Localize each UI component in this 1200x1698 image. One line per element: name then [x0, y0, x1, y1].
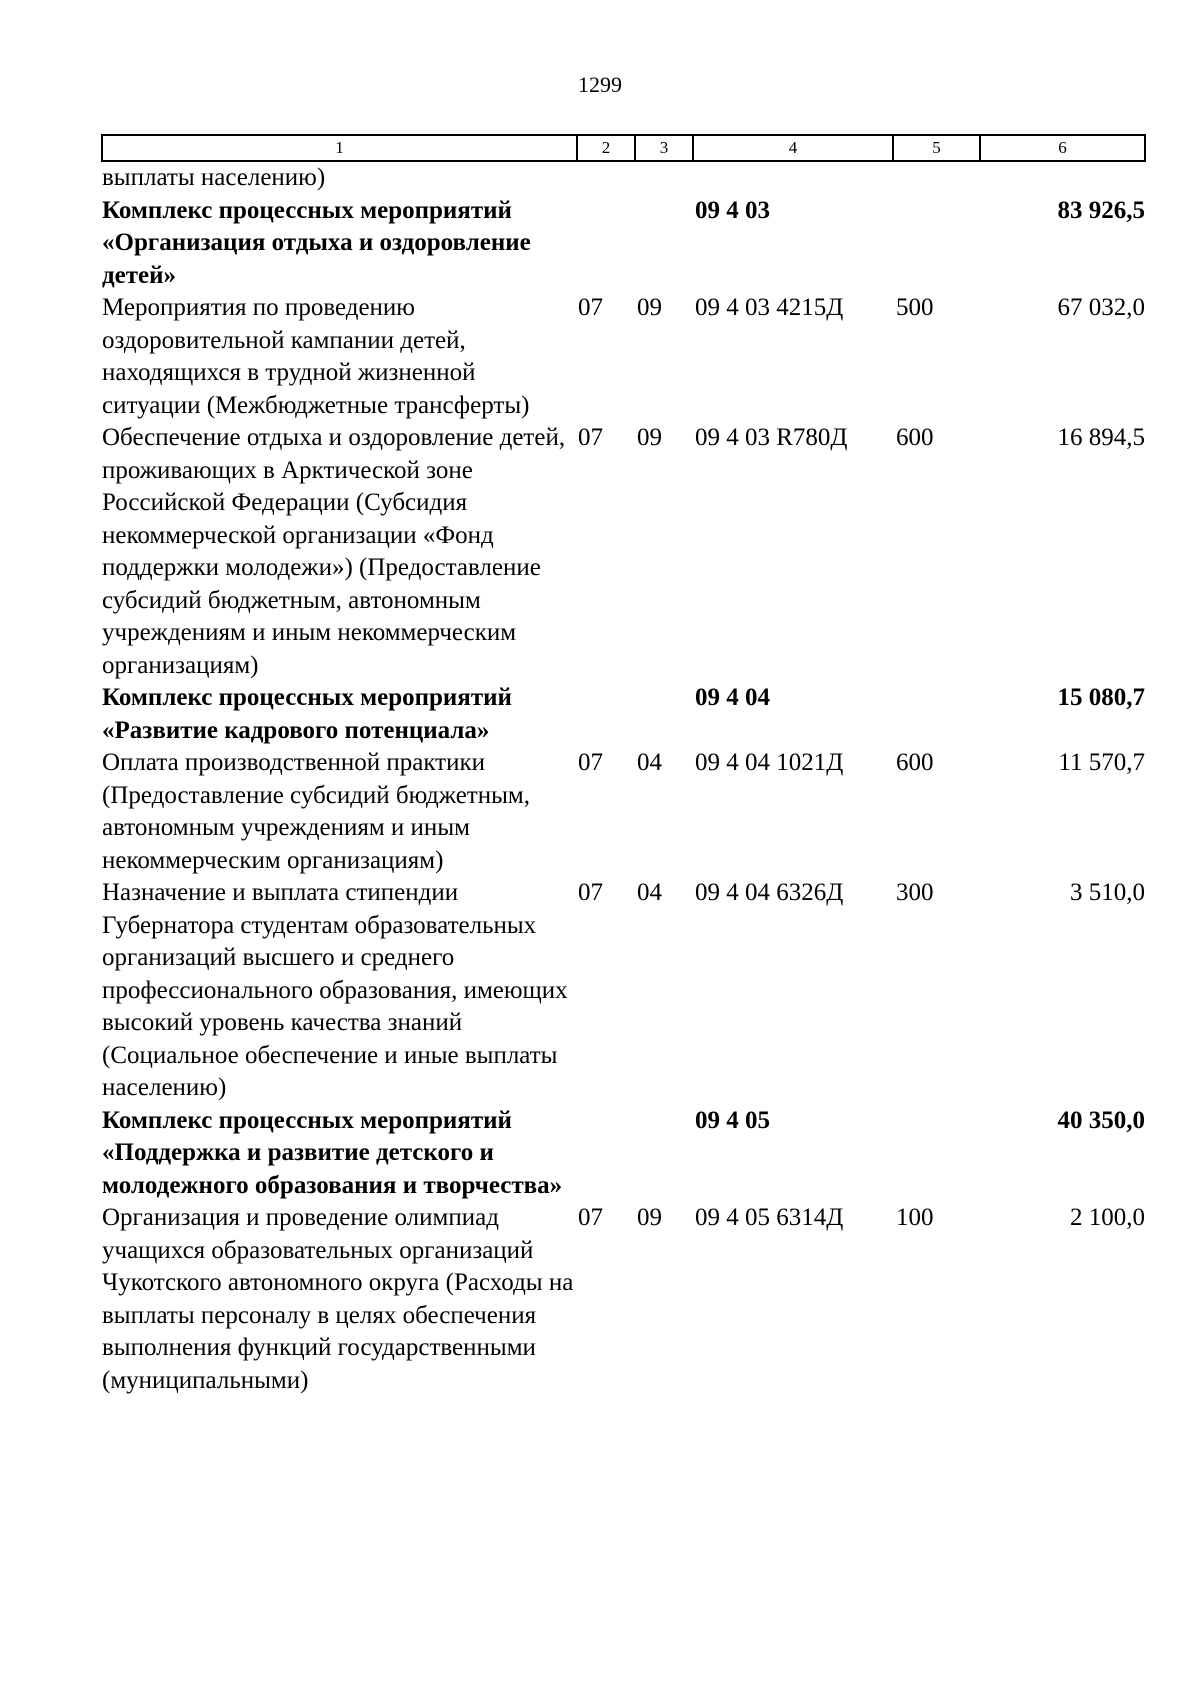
row-target-code: 09 4 03 R780Д: [695, 424, 848, 451]
table-row-group: [102, 682, 1145, 747]
row-section: [577, 682, 635, 747]
row-expense-type: [893, 161, 980, 195]
row-name: Комплекс процессных мероприятий «Поддержка и развитие детского и молодежного образования и творчества»: [102, 1106, 563, 1199]
row-section: 07: [578, 294, 603, 321]
row-section: 07: [578, 879, 603, 906]
row-name: Оплата производственной практики (Предоставление субсидий бюджетным, автономным учреждениям и иным некоммерческим организациям): [102, 749, 530, 874]
row-sum: [980, 161, 1145, 195]
row-subsection: [635, 1105, 693, 1203]
table-row-group: [102, 195, 1145, 293]
table-row: [102, 161, 1145, 195]
row-sum: 67 032,0: [1057, 294, 1145, 321]
column-number-5: 5: [893, 135, 980, 161]
table-row-group: [102, 1105, 1145, 1203]
row-expense-type: 600: [896, 749, 934, 776]
row-name: Комплекс процессных мероприятий «Организация отдыха и оздоровление детей»: [102, 196, 531, 289]
row-name: Обеспечение отдыха и оздоровление детей, проживающих в Арктической зоне Российской Федерации (Субсидия некоммерческой организации «Фонд поддержки молодежи») (Предоставление субсидий бюджетным, автономным учреждениям и иным некоммерческим организациям): [102, 424, 566, 679]
row-target-code: [693, 161, 893, 195]
row-subsection: [635, 161, 693, 195]
table-row: [102, 422, 1145, 682]
row-expense-type: 600: [896, 424, 934, 451]
row-target-code: 09 4 05 6314Д: [695, 1204, 844, 1231]
table-row: [102, 747, 1145, 877]
row-target-code: 09 4 03: [695, 196, 770, 224]
row-subsection: 09: [637, 294, 662, 321]
row-expense-type: 300: [896, 879, 934, 906]
row-subsection: 04: [637, 749, 662, 776]
row-section: [577, 1105, 635, 1203]
row-subsection: [635, 682, 693, 747]
column-number-6: 6: [980, 135, 1145, 161]
row-expense-type: 500: [896, 294, 934, 321]
row-section: [577, 161, 635, 195]
row-expense-type: 100: [896, 1204, 934, 1231]
row-target-code: 09 4 03 4215Д: [695, 294, 844, 321]
row-sum: 11 570,7: [1058, 749, 1145, 776]
column-number-3: 3: [635, 135, 693, 161]
row-subsection: [635, 195, 693, 293]
row-name: Назначение и выплата стипендии Губернатора студентам образовательных организаций высшего и среднего профессионального образования, имеющих высокий уровень качества знаний (Социальное обеспечение и иные выплаты населению): [102, 879, 568, 1101]
row-section: 07: [578, 1204, 603, 1231]
row-target-code: 09 4 04: [695, 684, 770, 711]
row-sum: 2 100,0: [1070, 1204, 1145, 1231]
row-section: 07: [578, 424, 603, 451]
column-number-4: 4: [693, 135, 893, 161]
row-sum: 16 894,5: [1057, 424, 1145, 451]
column-number-2: 2: [577, 135, 635, 161]
row-sum: 83 926,5: [1057, 196, 1145, 224]
page-number: 1299: [578, 72, 622, 97]
column-number-1: 1: [102, 135, 577, 161]
row-name: Мероприятия по проведению оздоровительной кампании детей, находящихся в трудной жизненной ситуации (Межбюджетные трансферты): [102, 294, 530, 419]
row-target-code: 09 4 04 6326Д: [695, 879, 844, 906]
row-sum: 40 350,0: [1057, 1106, 1145, 1134]
row-subsection: 09: [637, 424, 662, 451]
column-number-row: [102, 135, 1145, 161]
row-expense-type: [893, 682, 980, 747]
budget-table: [101, 134, 1146, 1397]
row-sum: 15 080,7: [1057, 684, 1145, 711]
row-target-code: 09 4 05: [695, 1106, 770, 1134]
row-name: Комплекс процессных мероприятий «Развитие кадрового потенциала»: [102, 684, 512, 744]
row-section: 07: [578, 749, 603, 776]
row-sum: 3 510,0: [1070, 879, 1145, 906]
row-section: [577, 195, 635, 293]
row-target-code: 09 4 04 1021Д: [695, 749, 844, 776]
row-expense-type: [893, 1105, 980, 1203]
table-row: [102, 292, 1145, 422]
row-subsection: 09: [637, 1204, 662, 1231]
row-name: Организация и проведение олимпиад учащихся образовательных организаций Чукотского автономного округа (Расходы на выплаты персоналу в целях обеспечения выполнения функций государственными (муниципальными): [102, 1204, 574, 1394]
row-subsection: 04: [637, 879, 662, 906]
table-row: [102, 877, 1145, 1105]
table-row: [102, 1202, 1145, 1397]
row-name: выплаты населению): [102, 164, 326, 191]
row-expense-type: [893, 195, 980, 293]
